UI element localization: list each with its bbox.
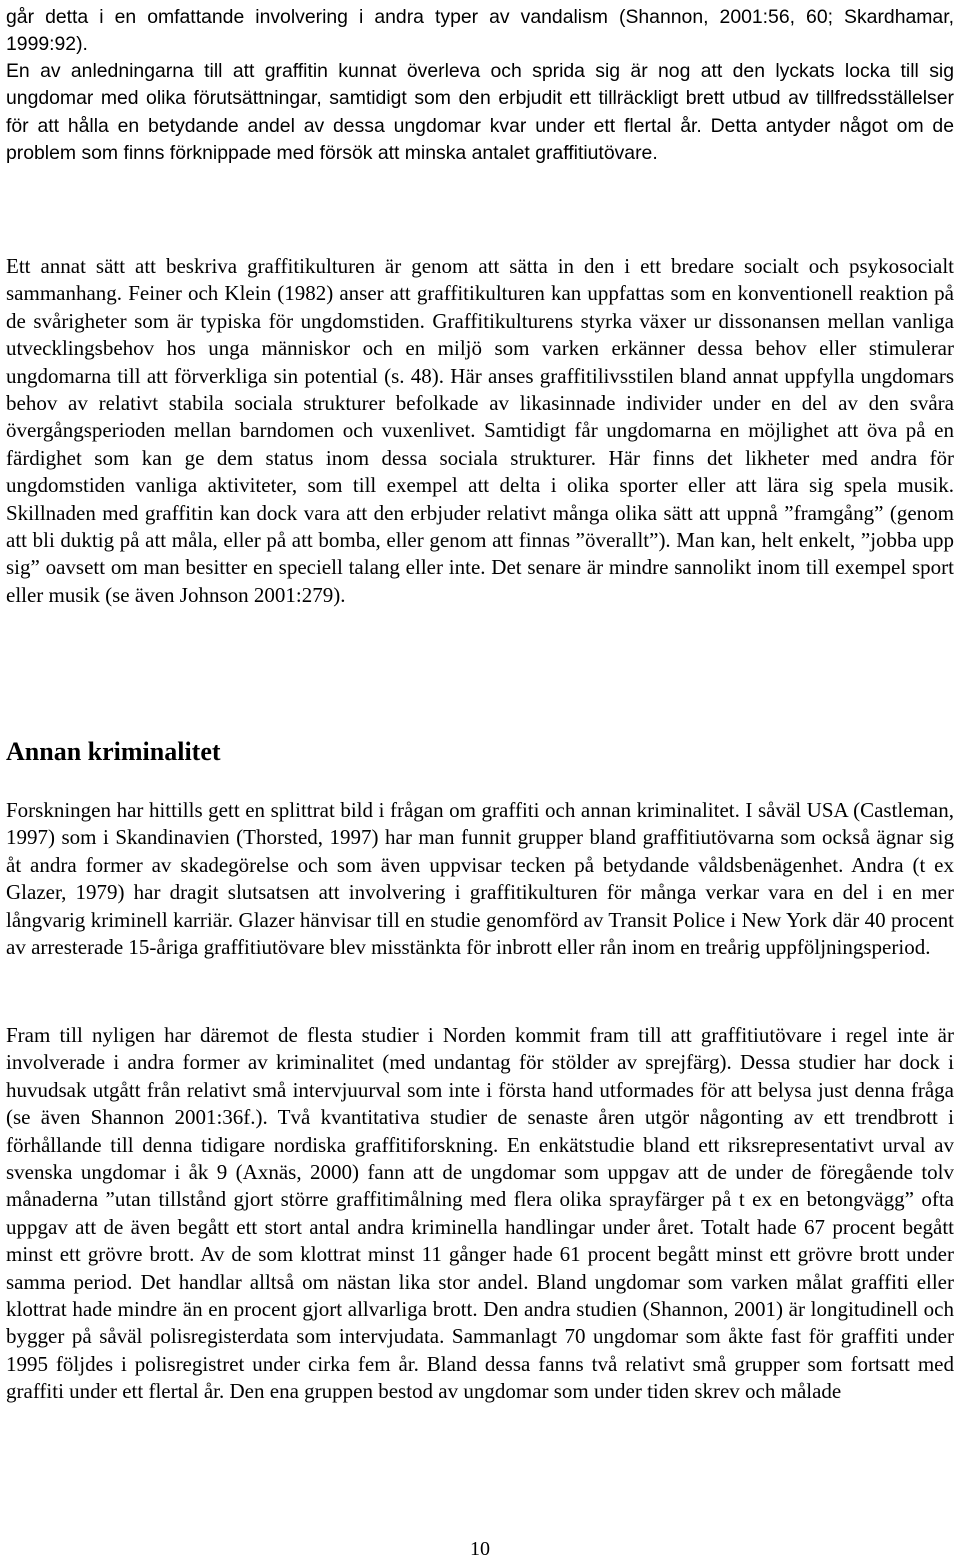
paragraph-psychosocial-context: Ett annat sätt att beskriva graffitikulturen är genom att sätta in den i ett bredare socialt och psykosocialt sammanhang. Feiner och Klein (1982) anser att graffitikulturen kan uppfattas som en konventionell reaktion på de svårigheter som är typiska för ungdomstiden. Graffitikulturens styrka växer ur dissonansen mellan vanliga utvecklingsbehov hos unga människor och en miljö som varken erkänner dessa behov eller stimulerar ungdomarna till att förverkliga sin potential (s. 48). Här anses graffitilivsstilen bland annat uppfylla ungdomars behov av relativt stabila sociala strukturer befolkade av likasinnade individer under en del av den svåra övergångsperioden mellan barndomen och vuxenlivet. Samtidigt får ungdomarna en möjlighet att öva på en färdighet som kan ge dem status inom dessa sociala strukturer. Här finns det likheter med andra för ungdomstiden vanliga aktiviteter, som till exempel att delta i olika sporter eller att lära sig spela musik. Skillnaden med graffitin kan dock vara att den erbjuder relativt många olika sätt att uppnå ”framgång” (genom att bli duktig på att måla, eller på att bomba, eller genom att finnas ”överallt”). Man kan, helt enkelt, ”jobba upp sig” oavsett om man besitter en speciell talang eller inte. Det senare är mindre sannolikt inom till exempel sport eller musik (se även Johnson 2001:279).	[6, 254, 954, 607]
paragraph-nordic-studies: Fram till nyligen har däremot de flesta studier i Norden kommit fram till att graffitiutövare i regel inte är involverade i andra former av kriminalitet (med undantag för stölder av sprejfärg). Dessa studier har dock i huvudsak utgått från relativt små intervjuurval som inte i första hand utformades för att belysa just denna fråga (se även Shannon 2001:36f.). Två kvantitativa studier de senaste åren utgör någonting av ett trendbrott i förhållande till denna tidigare nordiska graffitiforskning. En enkätstudie bland ett riksrepresentativt urval av svenska ungdomar i åk 9 (Axnäs, 2000) fann att de ungdomar som uppgav att de under de föregående tolv månaderna ”utan tillstånd gjort större graffitimålning med flera olika sprayfärger på t ex en betongvägg” ofta uppgav att de även begått ett stort antal andra kriminella handlingar under året. Totalt hade 67 procent begått minst ett grövre brott. Av de som klottrat minst 11 gånger hade 61 procent begått minst ett grövre brott under samma period. Det handlar alltså om nästan lika stor andel. Bland ungdomar som varken målat graffiti eller klottrat hade mindre än en procent gjort allvarliga brott. Den andra studien (Shannon, 2001) är longitudinell och bygger på såväl polisregisterdata som intervjudata. Sammanlagt 70 ungdomar som åkte fast för graffiti under 1995 följdes i polisregistret under cirka fem år. Bland dessa fanns två relativt små grupper som fortsatt med graffiti under ett flertal år. Den ena gruppen bestod av ungdomar som under tiden skrev och målade	[6, 1023, 954, 1404]
section-heading: Annan kriminalitet	[6, 737, 221, 766]
paragraph-other-crime-research: Forskningen har hittills gett en splittrat bild i frågan om graffiti och annan kriminalitet. I såväl USA (Castleman, 1997) som i Skandinavien (Thorsted, 1997) har man funnit grupper bland graffitiutövarna som också ägnar sig åt andra former av skadegörelse och som även uppvisar tecken på betydande våldsbenägenhet. Andra (t ex Glazer, 1979) har dragit slutsatsen att involvering i graffitikulturen för många verkar vara en del i en mer långvarig kriminell karriär. Glazer hänvisar till en studie genomförd av Transit Police i New York där 40 procent av arresterade 15-åriga graffitiutövare blev misstänkta för inbrott eller rån inom en treårig uppföljningsperiod.	[6, 798, 954, 960]
page-number: 10	[470, 1538, 490, 1560]
paragraph-continued: går detta i en omfattande involvering i andra typer av vandalism (Shannon, 2001:56, 60; Skardhamar, 1999:92).	[6, 6, 954, 56]
paragraph-graffiti-survival: En av anledningarna till att graffitin kunnat överleva och sprida sig är nog att den lyckats locka till sig ungdomar med olika förutsättningar, samtidigt som den erbjudit ett tillräckligt brett utbud av tillfredsställelser för att hålla en betydande andel av dessa ungdomar kvar under ett flertal år. Detta antyder något om de problem som finns förknippade med försök att minska antalet graffitiutövare.	[6, 60, 954, 165]
